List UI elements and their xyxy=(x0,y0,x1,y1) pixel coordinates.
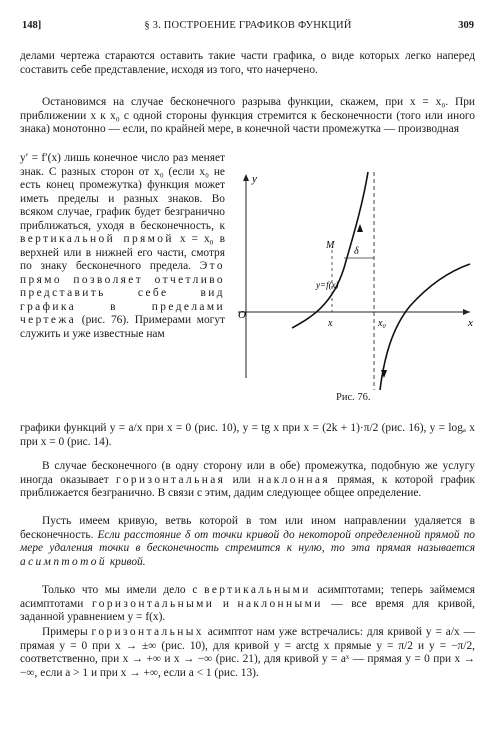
up-arrow xyxy=(357,224,363,232)
x-axis-label: x xyxy=(468,317,473,329)
spaced-sentence: Это прямо позволяет отчетливо представить себе вид графика в пределами чертежа xyxy=(20,260,225,326)
figure-caption: Рис. 76. xyxy=(336,392,371,403)
text-run: x = x₀ в верхней или в нижней его части, смотря по знаку бесконечного предела. xyxy=(20,233,225,272)
point-M-label: M xyxy=(326,240,335,251)
paragraph-intro: делами чертежа стараются оставить такие части графика, о виде которых легко наперед составить себе представление, исходя из того, что начерчено. xyxy=(20,50,475,76)
x0-label: x₀ xyxy=(378,318,386,329)
spaced-term-horizontal: горизонтальная xyxy=(116,473,226,486)
text-run: и xyxy=(222,597,229,610)
text-run: Пусть имеем кривую, ветвь которой в том или ином направлении удаляется в бесконечность. xyxy=(20,515,475,541)
text-run: асимптот нам уже встречались: для кривой y = a/x — прямая y = 0 при x → ±∞ (рис. 10), для кривой y = arctg x прямые y = π/2 и y = −π/2, соответственно, при x → +∞ и x → −∞ (рис. 21), для кривой y = aˣ — прямая y = 0 при x → −∞, если a > 1 и при x → +∞, если a < 1 (рис. 13). xyxy=(20,626,475,679)
x-point-label: x xyxy=(328,318,333,329)
definition-italic: Если расстояние δ от точки кривой до некоторой определенной прямой по мере удаления точки в бесконечность стремится к нулю, то эта прямая называется xyxy=(20,528,475,554)
text-run: или xyxy=(232,473,251,486)
paragraph-asymptote-types xyxy=(20,584,475,625)
paragraph-examples: графики функций y = a/x при x = 0 (рис. 10), y = tg x при x = (2k + 1)·π/2 (рис. 16), y = logₐ x при x = 0 (рис. 14). xyxy=(20,422,475,448)
function-label: y=f(x) xyxy=(316,280,339,290)
spaced-term-vertical: вертикальными xyxy=(204,584,311,596)
y-axis-label: y xyxy=(252,173,257,185)
paragraph-infinite-interval xyxy=(20,460,475,501)
origin-label: O xyxy=(238,309,246,321)
text-run: Примеры xyxy=(42,626,88,638)
right-branch-curve xyxy=(380,264,470,390)
text-run: прямая, к которой график приближается безгранично. В связи с этим, дадим следующее общее определение. xyxy=(20,473,475,499)
spaced-term-vertical-line: вертикальной прямой xyxy=(20,233,174,245)
page-section-number: 148] xyxy=(22,20,42,31)
page-header xyxy=(22,20,474,34)
paragraph-definition xyxy=(20,515,475,569)
spaced-term-oblique: наклонными xyxy=(237,597,323,610)
running-title: § 3. ПОСТРОЕНИЕ ГРАФИКОВ ФУНКЦИЙ xyxy=(144,20,352,31)
paragraph-infinite-break-continued xyxy=(20,152,225,341)
y-axis-arrow xyxy=(243,174,249,181)
text-run: В случае бесконечного (в одну сторону или в обе) промежутка, подобную же услугу иногда оказывает xyxy=(20,460,475,486)
x-axis-arrow xyxy=(463,309,470,315)
text-run: y′ = f′(x) лишь конечное число раз меняет знак. С разных сторон от x₀ (если x₀ не есть конец промежутка) функция может иметь пределы и разных знаков. Во всяком случае, график будет безгранично приближаться, уходя в бесконечность, к xyxy=(20,152,225,232)
paragraph-horizontal-examples xyxy=(20,626,475,680)
paragraph-infinite-break: Остановимся на случае бесконечного разрыва функции, скажем, при x = x₀. При приближении x к x₀ с одной стороны функция стремится к бесконечности (того или иного знака) монотонно — если, по крайней мере, в конечной части промежутка — производная xyxy=(20,96,475,135)
figure-76 xyxy=(232,168,478,400)
spaced-term-horizontal: горизонтальными xyxy=(91,597,215,610)
term-asymptote: асимптотой xyxy=(20,555,107,568)
text-run: — все время для кривой, заданной уравнением y = f(x). xyxy=(20,597,475,623)
text-run: (рис. 76). Примерами могут служить и уже известные нам xyxy=(20,314,225,340)
definition-italic-end: кривой. xyxy=(109,555,146,568)
text-run: асимптотами; теперь займемся асимптотами xyxy=(20,584,475,610)
asymptote-plot xyxy=(232,168,478,400)
delta-label: δ xyxy=(354,246,359,257)
spaced-term-horizontal-examples: горизонтальных xyxy=(91,626,204,638)
page-number: 309 xyxy=(458,20,474,31)
text-run: Только что мы имели дело с xyxy=(42,584,198,596)
spaced-term-oblique: наклонная xyxy=(257,473,330,486)
